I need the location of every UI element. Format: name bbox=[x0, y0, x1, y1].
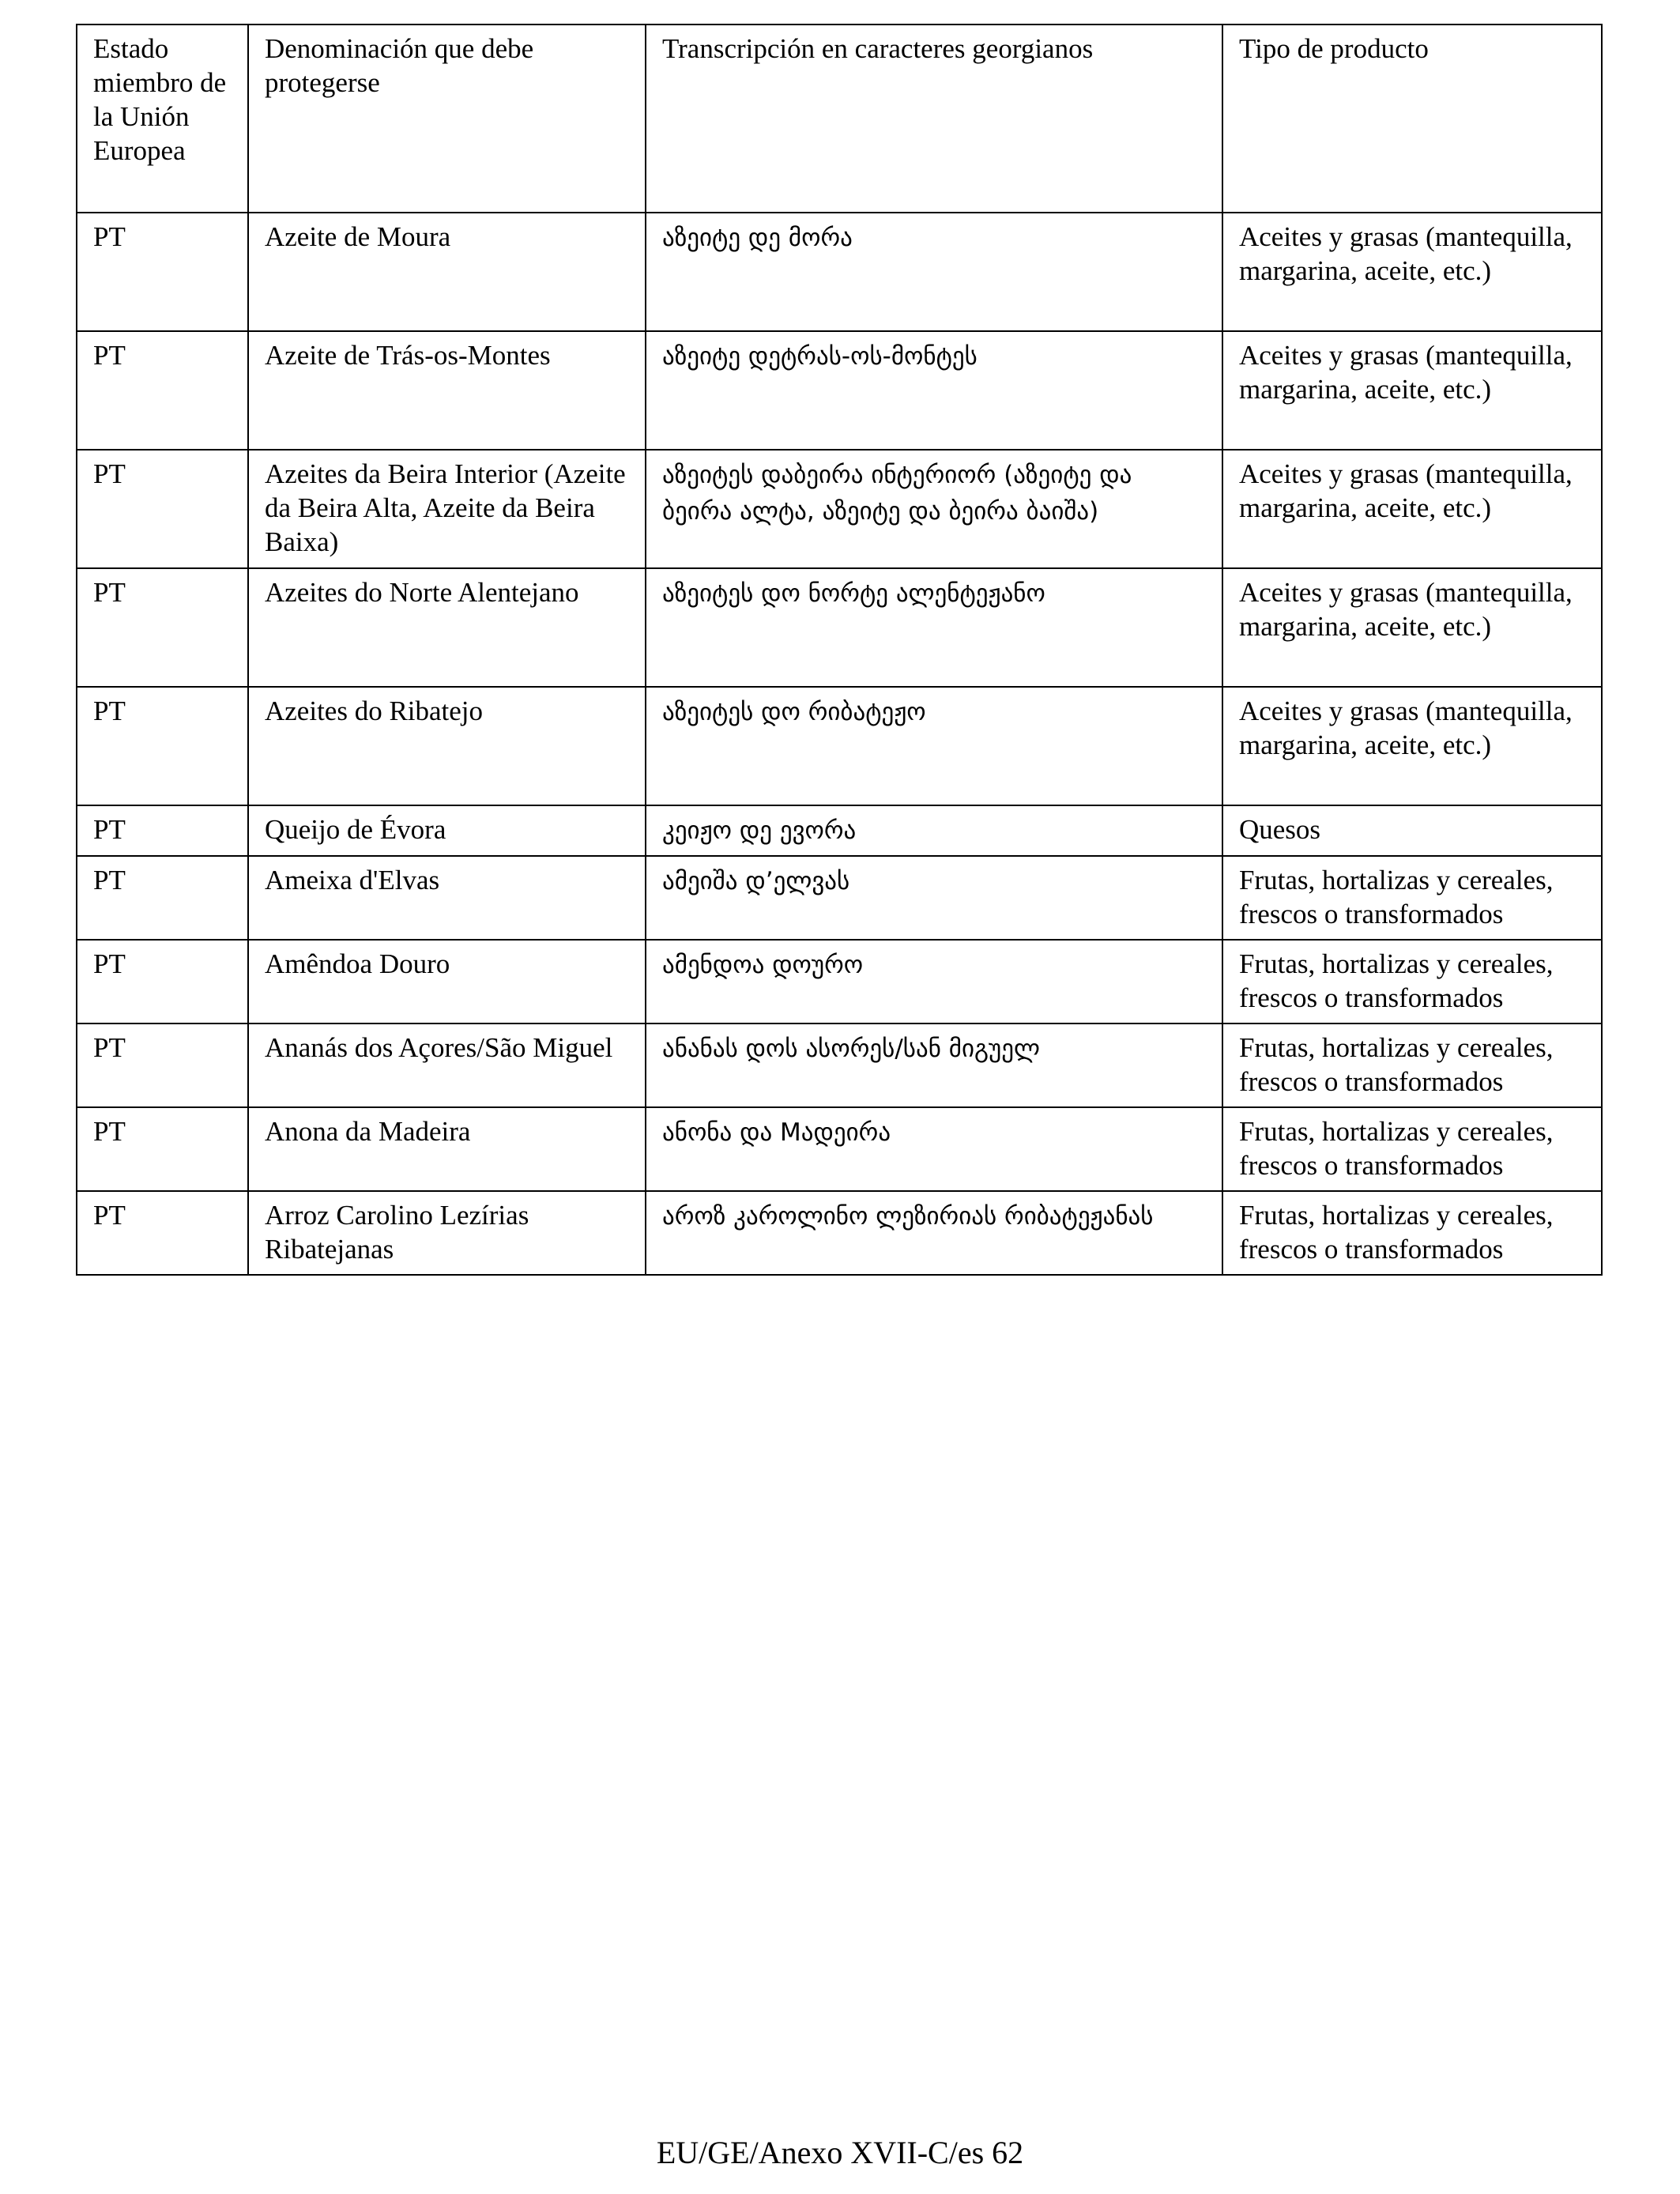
cell-name: Queijo de Évora bbox=[248, 805, 646, 856]
cell-georgian: ანანას დოს ასორეს/სან მიგუელ bbox=[646, 1023, 1222, 1107]
table-row bbox=[77, 1023, 1602, 1107]
cell-type: Aceites y grasas (mantequilla, margarina, aceite, etc.) bbox=[1222, 568, 1602, 687]
table-row bbox=[77, 213, 1602, 331]
cell-state: PT bbox=[77, 568, 248, 687]
cell-state: PT bbox=[77, 687, 248, 805]
table-row bbox=[77, 450, 1602, 568]
cell-state: PT bbox=[77, 331, 248, 450]
cell-georgian: აზეიტეს დაბეირა ინტერიორ (აზეიტე და ბეირა ალტა, აზეიტე და ბეირა ბაიშა) bbox=[646, 450, 1222, 568]
table-row bbox=[77, 568, 1602, 687]
cell-type: Aceites y grasas (mantequilla, margarina, aceite, etc.) bbox=[1222, 331, 1602, 450]
cell-georgian: ანონა და Mადეირა bbox=[646, 1107, 1222, 1191]
cell-name: Azeites da Beira Interior (Azeite da Beira Alta, Azeite da Beira Baixa) bbox=[248, 450, 646, 568]
cell-type: Frutas, hortalizas y cereales, frescos o transformados bbox=[1222, 856, 1602, 940]
cell-georgian: აზეიტე დე მორა bbox=[646, 213, 1222, 331]
table-row bbox=[77, 1107, 1602, 1191]
table-row bbox=[77, 1191, 1602, 1275]
cell-type: Frutas, hortalizas y cereales, frescos o transformados bbox=[1222, 1107, 1602, 1191]
table-row bbox=[77, 687, 1602, 805]
table-row bbox=[77, 331, 1602, 450]
cell-name: Azeite de Moura bbox=[248, 213, 646, 331]
cell-state: PT bbox=[77, 1107, 248, 1191]
cell-type: Aceites y grasas (mantequilla, margarina, aceite, etc.) bbox=[1222, 213, 1602, 331]
cell-type: Frutas, hortalizas y cereales, frescos o transformados bbox=[1222, 940, 1602, 1023]
cell-name: Arroz Carolino Lezírias Ribatejanas bbox=[248, 1191, 646, 1275]
table-row bbox=[77, 805, 1602, 856]
cell-georgian: კეიჟო დე ევორა bbox=[646, 805, 1222, 856]
table-header-row bbox=[77, 25, 1602, 213]
cell-type: Aceites y grasas (mantequilla, margarina, aceite, etc.) bbox=[1222, 450, 1602, 568]
table-row bbox=[77, 940, 1602, 1023]
cell-name: Amêndoa Douro bbox=[248, 940, 646, 1023]
cell-name: Ananás dos Açores/São Miguel bbox=[248, 1023, 646, 1107]
cell-type: Frutas, hortalizas y cereales, frescos o transformados bbox=[1222, 1191, 1602, 1275]
cell-state: PT bbox=[77, 805, 248, 856]
cell-georgian: აზეიტეს დო ნორტე ალენტეჟანო bbox=[646, 568, 1222, 687]
cell-georgian: ამეიშა დ’ელვას bbox=[646, 856, 1222, 940]
table-row bbox=[77, 856, 1602, 940]
cell-type: Aceites y grasas (mantequilla, margarina, aceite, etc.) bbox=[1222, 687, 1602, 805]
header-member-state: Estado miembro de la Unión Europea bbox=[77, 25, 248, 213]
cell-name: Ameixa d'Elvas bbox=[248, 856, 646, 940]
header-name: Denominación que debe protegerse bbox=[248, 25, 646, 213]
cell-georgian: ამენდოა დოურო bbox=[646, 940, 1222, 1023]
cell-name: Anona da Madeira bbox=[248, 1107, 646, 1191]
cell-state: PT bbox=[77, 940, 248, 1023]
cell-name: Azeites do Ribatejo bbox=[248, 687, 646, 805]
cell-state: PT bbox=[77, 450, 248, 568]
cell-georgian: აზეიტეს დო რიბატეჟო bbox=[646, 687, 1222, 805]
cell-name: Azeite de Trás-os-Montes bbox=[248, 331, 646, 450]
cell-georgian: აზეიტე დეტრას-ოს-მონტეს bbox=[646, 331, 1222, 450]
cell-state: PT bbox=[77, 1023, 248, 1107]
cell-type: Quesos bbox=[1222, 805, 1602, 856]
cell-state: PT bbox=[77, 1191, 248, 1275]
cell-type: Frutas, hortalizas y cereales, frescos o transformados bbox=[1222, 1023, 1602, 1107]
products-table bbox=[76, 24, 1603, 1276]
cell-name: Azeites do Norte Alentejano bbox=[248, 568, 646, 687]
header-product-type: Tipo de producto bbox=[1222, 25, 1602, 213]
cell-georgian: აროზ კაროლინო ლეზირიას რიბატეჟანას bbox=[646, 1191, 1222, 1275]
cell-state: PT bbox=[77, 213, 248, 331]
header-georgian: Transcripción en caracteres georgianos bbox=[646, 25, 1222, 213]
page-footer: EU/GE/Anexo XVII-C/es 62 bbox=[656, 2135, 1024, 2170]
cell-state: PT bbox=[77, 856, 248, 940]
